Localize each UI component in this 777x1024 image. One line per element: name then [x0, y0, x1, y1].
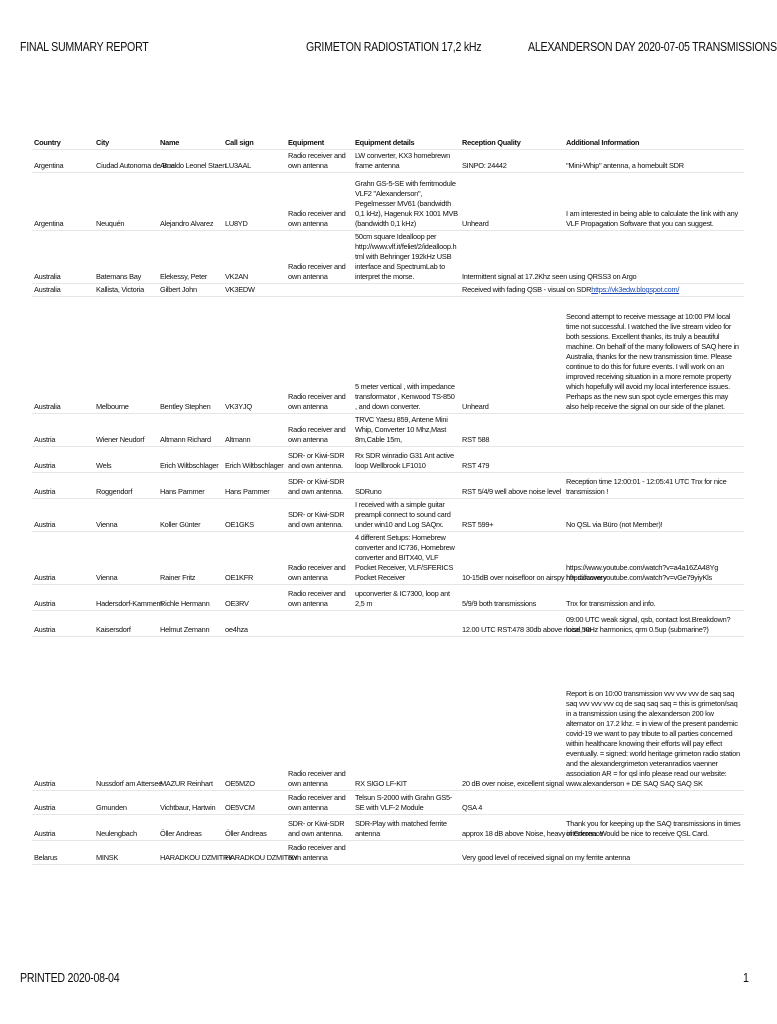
cell-reception-quality: [460, 532, 607, 585]
cell-reception-quality-text: 10-15dB over noisefloor on airspy hf+ discovery: [462, 573, 607, 582]
cell-city: [94, 231, 158, 284]
cell-city: [94, 791, 158, 815]
cell-equipment-details-text: 4 different Setups: Homebrew converter and IC736, Homebrew converter and BITX40, VLF Pocket Receiver, VLF/SFERICS Pocket Receiver: [355, 533, 455, 582]
cell-reception-quality-text: 12.00 UTC RST:478 30db above noise, no: [462, 625, 592, 634]
event-title: ALEXANDERSON DAY 2020-07-05 TRANSMISSIONS: [528, 40, 777, 54]
cell-call-sign: [223, 447, 286, 473]
cell-equipment-details: [353, 499, 460, 532]
cell-name: [158, 611, 223, 637]
cell-reception-quality-text: RST 599+: [462, 520, 494, 529]
cell-call-sign: [223, 791, 286, 815]
cell-city: [94, 473, 158, 499]
cell-equipment-details-text: LW converter, KX3 homebrewn frame antenna: [355, 151, 450, 170]
cell-equipment-text: SDR- or Kiwi-SDR and own antenna.: [288, 819, 345, 838]
cell-additional-info: [564, 815, 744, 841]
cell-country-text: Austria: [34, 599, 56, 608]
cell-name-text: Gilbert John: [160, 285, 197, 294]
col-additional-info: Additional Information: [564, 134, 744, 150]
cell-country-text: Argentina: [34, 161, 64, 170]
col-country: Country: [32, 134, 94, 150]
cell-city: [94, 150, 175, 173]
cell-reception-quality: [460, 473, 564, 499]
cell-call-sign-text: OE1GKS: [225, 520, 254, 529]
cell-reception-quality-text: Intermittent signal at 17.2Khz seen using QRSS3 on Argo: [462, 272, 637, 281]
cell-name: [158, 284, 223, 297]
cell-country-text: Australia: [34, 402, 61, 411]
cell-equipment-text: SDR- or Kiwi-SDR and own antenna.: [288, 477, 345, 496]
cell-city: [94, 611, 158, 637]
cell-additional-info-text: Report is on 10:00 transmission vvv vvv vvv de saq saq saq vvv vvv vvv cq de saq saq saq = this is grimeton/saq in a transmission using the alexanderson 200 kw alternator on 17.2 khz. = in view of the present pandemic covid-19 we want to pay tribute to all parties concerned within healthcare knowing their efforts will pay effect eventually. = signed: world heritage grimeton radio station and the alexandergrimeton veteranradios vaenner association AR = for qsl info please read our website: www.alexanderson + DE SAQ SAQ SAQ SK: [566, 689, 740, 788]
cell-additional-info: [564, 532, 744, 585]
cell-call-sign: [223, 611, 286, 637]
cell-country-text: Austria: [34, 625, 56, 634]
cell-equipment: [286, 173, 353, 231]
cell-call-sign-text: VK3YJQ: [225, 402, 252, 411]
page-number: 1: [743, 971, 749, 985]
cell-name: [158, 532, 223, 585]
cell-country: [32, 231, 94, 284]
cell-reception-quality: [460, 611, 592, 637]
cell-country-text: Austria: [34, 487, 56, 496]
cell-equipment: [286, 297, 353, 414]
table-row: [32, 611, 744, 637]
cell-call-sign-text: LU8YD: [225, 219, 248, 228]
cell-equipment-details-text: Rx SDR winradio G31 Ant active loop Wellbrook LF1010: [355, 451, 454, 470]
cell-city-text: Melbourne: [96, 402, 129, 411]
cell-equipment-details-text: upconverter & IC7300, loop ant 2,5 m: [355, 589, 450, 608]
cell-equipment-details: [353, 532, 460, 585]
cell-equipment-text: Radio receiver and own antenna: [288, 262, 346, 281]
cell-additional-info-text: 09:00 UTC weak signal, qsb, contact lost.Breakdown? local 50Hz harmonics, qrm 0.5up (submarine?): [566, 615, 731, 634]
cell-country: [32, 447, 94, 473]
cell-name-text: Altmann Richard: [160, 435, 211, 444]
cell-country: [32, 532, 94, 585]
table-row: [32, 585, 744, 611]
cell-additional-info-text: I am interested in being able to calculate the link with any VLF Propagation Software that you can suggest.: [566, 209, 738, 228]
cell-additional-info-text: Tnx for transmission and info.: [566, 599, 656, 608]
cell-equipment-details-text: SDR-Play with matched ferrite antenna: [355, 819, 447, 838]
printed-date: PRINTED 2020-08-04: [20, 971, 120, 985]
cell-country: [32, 414, 94, 447]
cell-reception-quality-text: SINPO: 24442: [462, 161, 507, 170]
cell-reception-quality: [460, 499, 564, 532]
cell-name: [158, 585, 223, 611]
cell-city-text: Neuquén: [96, 219, 125, 228]
cell-reception-quality: [460, 791, 564, 815]
cell-city-text: Wiener Neudorf: [96, 435, 145, 444]
cell-reception-quality: [460, 173, 564, 231]
cell-call-sign-text: Altmann: [225, 435, 251, 444]
cell-equipment: [286, 637, 353, 791]
table-row: [32, 231, 744, 284]
cell-equipment-details: [353, 173, 460, 231]
cell-city-text: Wels: [96, 461, 112, 470]
table-header-row: [32, 134, 744, 150]
cell-name-text: Helmut Zemann: [160, 625, 210, 634]
cell-name-text: Richle Hermann: [160, 599, 210, 608]
cell-city-text: MINSK: [96, 853, 119, 862]
cell-country: [32, 791, 94, 815]
cell-name-text: Bentley Stephen: [160, 402, 211, 411]
table-row: [32, 637, 744, 791]
table-row: [32, 473, 744, 499]
cell-country: [32, 585, 94, 611]
cell-name-text: Elekessy, Peter: [160, 272, 208, 281]
cell-reception-quality-text: RST 588: [462, 435, 490, 444]
cell-city: [94, 447, 158, 473]
cell-name-text: Hans Pammer: [160, 487, 205, 496]
cell-name-text: Alejandro Alvarez: [160, 219, 214, 228]
cell-equipment: [286, 447, 353, 473]
cell-country-text: Austria: [34, 573, 56, 582]
cell-country: [32, 841, 94, 865]
cell-equipment: [286, 611, 353, 637]
cell-country: [32, 637, 94, 791]
cell-equipment-text: SDR- or Kiwi-SDR and own antenna.: [288, 510, 345, 529]
col-reception-quality: Reception Quality: [460, 134, 564, 150]
cell-equipment-details: [353, 585, 460, 611]
cell-equipment: [286, 841, 353, 865]
cell-city-text: Neulengbach: [96, 829, 137, 838]
cell-country-text: Belarus: [34, 853, 58, 862]
cell-equipment-details: [353, 473, 460, 499]
cell-additional-info-text: Reception time 12:00:01 - 12:05:41 UTC Tnx for nice transmission !: [566, 477, 727, 496]
cell-additional-info: [564, 473, 744, 499]
cell-name: [158, 173, 223, 231]
cell-equipment: [286, 791, 353, 815]
cell-equipment-details-text: Telsun S-2000 with Grahn GS5-SE with VLF-2 Module: [355, 793, 453, 812]
table-row: [32, 841, 744, 865]
table-row: [32, 532, 744, 585]
cell-reception-quality: [460, 414, 564, 447]
cell-name: [158, 473, 223, 499]
table-row: [32, 815, 744, 841]
cell-country-text: Argentina: [34, 219, 64, 228]
cell-reception-quality-text: RST 479: [462, 461, 490, 470]
cell-call-sign: [223, 815, 286, 841]
cell-country: [32, 173, 94, 231]
cell-call-sign-text: OE1KFR: [225, 573, 254, 582]
cell-city-text: Roggendorf: [96, 487, 133, 496]
cell-country: [32, 611, 94, 637]
cell-equipment: [286, 284, 353, 297]
cell-name: [158, 637, 223, 791]
cell-additional-info-text: "Mini-Whip" antenna, a homebuilt SDR: [566, 161, 684, 170]
cell-equipment-details-text: TRVC Yaesu 859, Antene Mini Whip, Converter 10 Mhz,Mast 8m,Cable 15m,: [355, 415, 448, 444]
cell-reception-quality-text: 20 dB over noise, excellent signal: [462, 779, 564, 788]
cell-call-sign: [223, 231, 286, 284]
cell-call-sign: [223, 414, 286, 447]
cell-country-text: Austria: [34, 829, 56, 838]
cell-city: [94, 637, 163, 791]
cell-city-text: Batemans Bay: [96, 272, 142, 281]
cell-city: [94, 173, 158, 231]
cell-name-text: HARADKOU DZMITRY: [160, 853, 233, 862]
cell-reception-quality-text: Unheard: [462, 219, 489, 228]
cell-equipment-details: [353, 637, 460, 791]
cell-equipment-details: [353, 297, 460, 414]
table-row: [32, 173, 744, 231]
cell-reception-quality-text: Unheard: [462, 402, 489, 411]
cell-equipment-text: Radio receiver and own antenna: [288, 563, 346, 582]
cell-reception-quality-text: Received with fading QSB - visual on SDR: [462, 285, 592, 294]
cell-country: [32, 815, 94, 841]
cell-call-sign-text: Hans Pammer: [225, 487, 270, 496]
cell-name-text: Vichtbaur, Hartwin: [160, 803, 216, 812]
cell-name-text: Erich Wiltbschlager: [160, 461, 219, 470]
cell-name: [158, 447, 223, 473]
cell-name: [158, 297, 223, 414]
cell-city: [94, 284, 158, 297]
table-row: [32, 499, 744, 532]
cell-additional-info: [564, 637, 744, 791]
cell-additional-info: [564, 414, 744, 447]
cell-call-sign-text: VK2AN: [225, 272, 248, 281]
cell-additional-info: [564, 585, 744, 611]
col-name: Name: [158, 134, 223, 150]
table-row: [32, 297, 744, 414]
cell-reception-quality: [460, 815, 604, 841]
cell-country: [32, 473, 94, 499]
cell-equipment-details: [353, 447, 460, 473]
cell-call-sign-text: LU3AAL: [225, 161, 252, 170]
cell-country-text: Australia: [34, 272, 61, 281]
cell-call-sign-text: Erich Wiltbschlager: [225, 461, 284, 470]
cell-additional-info: [564, 791, 744, 815]
cell-additional-info: [564, 150, 744, 173]
table-row: [32, 447, 744, 473]
cell-equipment-text: Radio receiver and own antenna: [288, 392, 346, 411]
cell-call-sign: [223, 297, 286, 414]
cell-equipment: [286, 414, 353, 447]
cell-name-text: Rainer Fritz: [160, 573, 196, 582]
cell-city-text: Gmunden: [96, 803, 127, 812]
cell-call-sign: [223, 284, 286, 297]
cell-city-text: Nussdorf am Attersee: [96, 779, 163, 788]
cell-equipment-text: Radio receiver and own antenna: [288, 843, 346, 862]
cell-equipment: [286, 231, 353, 284]
cell-country-text: Austria: [34, 803, 56, 812]
cell-equipment-details: [353, 841, 460, 865]
cell-country-text: Austria: [34, 435, 56, 444]
cell-equipment: [286, 585, 353, 611]
station-title: GRIMETON RADIOSTATION 17,2 kHz: [306, 40, 482, 54]
cell-name: [158, 414, 223, 447]
cell-additional-info: [564, 499, 744, 532]
cell-equipment-text: Radio receiver and own antenna: [288, 793, 346, 812]
cell-city-text: Ciudad Autonoma de Bue: [96, 161, 175, 170]
cell-call-sign: [223, 499, 286, 532]
cell-name: [158, 791, 223, 815]
cell-name: [158, 499, 223, 532]
cell-reception-quality-text: 5/9/9 both transmissions: [462, 599, 537, 608]
cell-country-text: Austria: [34, 461, 56, 470]
cell-reception-quality-text: approx 18 dB above Noise, heavy interference: [462, 829, 604, 838]
cell-name: [158, 231, 223, 284]
cell-reception-quality-text: QSA 4: [462, 803, 483, 812]
cell-country: [32, 499, 94, 532]
cell-city: [94, 841, 158, 865]
cell-equipment-details-text: Grahn GS-5-SE with ferritmodule VLF2 "Alexanderson", Pegelmesser MV61 (bandwidth 0,1 kHz), Hagenuk RX 1001 MVB (bandwidth 0,1 kHz): [355, 179, 458, 228]
blog-link[interactable]: https://vk3edw.blogspot.com/: [591, 285, 680, 294]
cell-city: [94, 499, 158, 532]
cell-additional-info-text: Second attempt to receive message at 10:00 PM local time not successful. I watched the live stream video for both sessions. Excellent thanks, its truly a beautiful machine. On behalf of the many followers of SAQ here in Australia, thanks for the new transmission time. Please continue to do this for future events. I will work on an improved receiving situation in a more remote property which hopefully will avoid my local interference issues. Perhaps as the new sun spot cycle emerges this may also help receive the signal on our side of the planet.: [566, 312, 739, 411]
cell-equipment-details: [353, 284, 460, 297]
cell-name: [158, 815, 223, 841]
cell-name-text: Öller Andreas: [160, 829, 202, 838]
cell-reception-quality-text: RST 5/4/9 well above noise level: [462, 487, 562, 496]
cell-additional-info: [564, 611, 744, 637]
cell-equipment: [286, 150, 353, 173]
col-equipment-details: Equipment details: [353, 134, 460, 150]
table-row: [32, 414, 744, 447]
cell-equipment: [286, 532, 353, 585]
reception-table: [32, 134, 744, 865]
cell-call-sign: [223, 637, 286, 791]
cell-additional-info: [564, 173, 744, 231]
cell-country-text: Austria: [34, 779, 56, 788]
cell-city: [94, 585, 163, 611]
cell-equipment-details-text: SDRuno: [355, 487, 382, 496]
cell-city-text: Vienna: [96, 520, 118, 529]
cell-equipment-details: [353, 231, 460, 284]
cell-call-sign-text: OE5VCM: [225, 803, 255, 812]
cell-city: [94, 532, 158, 585]
cell-country: [32, 150, 94, 173]
cell-reception-quality: [460, 150, 564, 173]
col-call-sign: Call sign: [223, 134, 286, 150]
cell-name: [158, 150, 227, 173]
cell-additional-info: [564, 297, 744, 414]
cell-city-text: Hadersdorf-Kammern: [96, 599, 163, 608]
table-row: [32, 284, 744, 297]
cell-equipment-details-text: 5 meter vertical , with impedance transformator , Kenwood TS-850 , and down converter.: [355, 382, 455, 411]
cell-call-sign-text: OE3RV: [225, 599, 249, 608]
cell-name-text: Arnaldo Leonel Staen: [160, 161, 227, 170]
cell-call-sign: [223, 585, 286, 611]
cell-reception-quality: [460, 841, 630, 865]
cell-equipment-text: Radio receiver and own antenna: [288, 769, 346, 788]
cell-name-text: MAZUR Reinhart: [160, 779, 213, 788]
cell-equipment-details: [353, 815, 460, 841]
cell-equipment-details: [353, 150, 460, 173]
cell-city: [94, 297, 158, 414]
cell-equipment: [286, 473, 353, 499]
cell-equipment-details: [353, 791, 460, 815]
cell-reception-quality: [460, 231, 637, 284]
cell-country-text: Australia: [34, 285, 61, 294]
cell-reception-quality-text: Very good level of received signal on my ferrite antenna: [462, 853, 630, 862]
cell-equipment-text: Radio receiver and own antenna: [288, 589, 346, 608]
cell-country-text: Austria: [34, 520, 56, 529]
report-title: FINAL SUMMARY REPORT: [20, 40, 149, 54]
cell-reception-quality: [460, 637, 564, 791]
cell-city-text: Kallista, Victoria: [96, 285, 144, 294]
cell-equipment-text: SDR- or Kiwi-SDR and own antenna.: [288, 451, 345, 470]
cell-call-sign-text: oe4hza: [225, 625, 248, 634]
cell-city: [94, 414, 158, 447]
cell-additional-info-text: No QSL via Büro (not Member)!: [566, 520, 663, 529]
table-row: [32, 791, 744, 815]
cell-reception-quality: [460, 585, 564, 611]
cell-city-text: Vienna: [96, 573, 118, 582]
cell-equipment-text: Radio receiver and own antenna: [288, 425, 346, 444]
cell-equipment-text: Radio receiver and own antenna: [288, 209, 346, 228]
cell-country: [32, 297, 94, 414]
cell-city-text: Kaisersdorf: [96, 625, 131, 634]
cell-name-text: Koller Günter: [160, 520, 201, 529]
cell-city: [94, 815, 158, 841]
cell-additional-info: [564, 447, 744, 473]
cell-call-sign: [223, 173, 286, 231]
col-city: City: [94, 134, 158, 150]
cell-reception-quality: [460, 447, 564, 473]
cell-call-sign-text: OE5MZO: [225, 779, 255, 788]
cell-equipment-details-text: RX SIGO LF-KIT: [355, 779, 407, 788]
cell-equipment-details-text: 50cm square Idealloop per http://www.vlf.it/feliet/2/idealloop.html with Behringer 192kHz USB interface and SpectrumLab to interpret the morse.: [355, 232, 457, 281]
cell-equipment: [286, 815, 353, 841]
cell-call-sign: [223, 841, 298, 865]
cell-equipment: [286, 499, 353, 532]
cell-equipment-text: Radio receiver and own antenna: [288, 151, 346, 170]
col-equipment: Equipment: [286, 134, 353, 150]
cell-reception-quality: [460, 297, 564, 414]
cell-equipment-details: [353, 611, 460, 637]
cell-equipment-details-text: I received with a simple guitar preampli connect to sound card under win10 and Log SAQrx.: [355, 500, 451, 529]
cell-call-sign: [223, 473, 286, 499]
cell-call-sign-text: VK3EDW: [225, 285, 255, 294]
cell-country: [32, 284, 94, 297]
cell-reception-quality: [460, 284, 680, 297]
table-row: [32, 150, 744, 173]
cell-call-sign: [223, 532, 286, 585]
cell-call-sign-text: Öller Andreas: [225, 829, 267, 838]
cell-call-sign: [223, 150, 286, 173]
cell-equipment-details: [353, 414, 460, 447]
cell-additional-info-text: https://www.youtube.com/watch?v=a4a16ZA48Yg https://www.youtube.com/watch?v=vGe79yiyKls: [566, 563, 719, 582]
cell-name: [158, 841, 233, 865]
cell-call-sign-text: HARADKOU DZMITRY: [225, 853, 298, 862]
cell-additional-info-text: Thank you for keeping up the SAQ transmissions in times of Corona. Would be nice to receive QSL Card.: [566, 819, 741, 838]
